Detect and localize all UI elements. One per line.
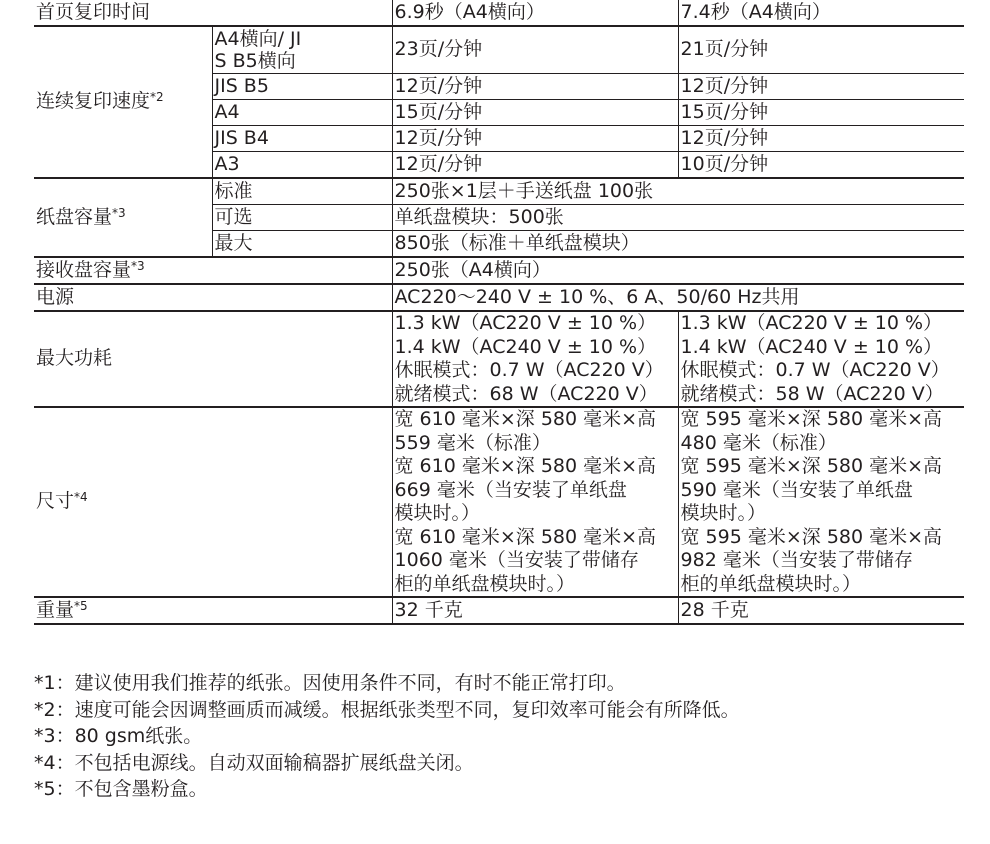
speed-model-b: 15页/分钟: [678, 100, 964, 126]
max-power-model-b: 1.3 kW（AC220 V ± 10 %） 1.4 kW（AC240 V ± 10 %） 休眠模式：0.7 W（AC220 V） 就绪模式：58 W（AC220 V）: [678, 311, 964, 407]
footnote: *2：速度可能会因调整画质而减缓。根据纸张类型不同，复印效率可能会有所降低。: [34, 698, 740, 721]
spec-table: [34, 0, 964, 625]
dimensions-model-b: 宽 595 毫米×深 580 毫米×高 480 毫米（标准） 宽 595 毫米×深 580 毫米×高 590 毫米（当安装了单纸盘 模块时。） 宽 595 毫米×深 580 毫米×高 982 毫米（当安装了带储存 柜的单纸盘模块时。）: [678, 407, 964, 597]
label-first-copy-time: 首页复印时间: [34, 0, 392, 26]
speed-model-a: 12页/分钟: [392, 126, 678, 152]
speed-model-b: 10页/分钟: [678, 152, 964, 179]
speed-model-a: 12页/分钟: [392, 74, 678, 100]
speed-model-b: 12页/分钟: [678, 74, 964, 100]
tray-value: 250张×1层＋手送纸盘 100张: [392, 178, 964, 205]
speed-size: JIS B5: [212, 74, 392, 100]
first-copy-time-model-a: 6.9秒（A4横向）: [392, 0, 678, 26]
footnote: *3：80 gsm纸张。: [34, 725, 203, 747]
row-dimensions: [34, 407, 964, 597]
row-weight: [34, 597, 964, 624]
tray-value: 单纸盘模块：500张: [392, 205, 964, 231]
label-tray-capacity: 纸盘容量$^{*3}$: [34, 178, 212, 257]
row-output-capacity: [34, 257, 964, 284]
footnote: *4：不包括电源线。自动双面输稿器扩展纸盘关闭。: [34, 751, 474, 774]
speed-model-a: 15页/分钟: [392, 100, 678, 126]
weight-model-b: 28 千克: [678, 597, 964, 624]
tray-type: 标准: [212, 178, 392, 205]
row-max-power: [34, 311, 964, 407]
tray-type: 可选: [212, 205, 392, 231]
note-mark: *3: [112, 205, 126, 220]
label-dimensions: 尺寸$^{*4}$: [34, 407, 392, 597]
tray-value: 850张（标准＋单纸盘模块）: [392, 231, 964, 258]
label-weight: 重量$^{*5}$: [34, 597, 392, 624]
row-first-copy-time: [34, 0, 964, 26]
speed-size: JIS B4: [212, 126, 392, 152]
row-speed: [34, 26, 964, 74]
speed-size: A4横向/ JIS B5横向: [212, 26, 392, 74]
tray-type: 最大: [212, 231, 392, 258]
note-mark: *5: [74, 598, 88, 613]
note-mark: *2: [150, 90, 164, 105]
speed-model-b: 21页/分钟: [678, 26, 964, 74]
dimensions-model-a: 宽 610 毫米×深 580 毫米×高 559 毫米（标准） 宽 610 毫米×深 580 毫米×高 669 毫米（当安装了单纸盘 模块时。） 宽 610 毫米×深 580 毫米×高 1060 毫米（当安装了带储存 柜的单纸盘模块时。）: [392, 407, 678, 597]
first-copy-time-model-b: 7.4秒（A4横向）: [678, 0, 964, 26]
row-tray: [34, 178, 964, 205]
row-power: [34, 284, 964, 311]
note-mark: *3: [131, 258, 145, 273]
label-power: 电源: [34, 284, 392, 311]
note-mark: *4: [74, 490, 88, 505]
max-power-model-a: 1.3 kW（AC220 V ± 10 %） 1.4 kW（AC240 V ± 10 %） 休眠模式：0.7 W（AC220 V） 就绪模式：68 W（AC220 V）: [392, 311, 678, 407]
label-continuous-speed: 连续复印速度$^{*2}$: [34, 26, 212, 178]
label-max-power: 最大功耗: [34, 311, 392, 407]
footnote: *1：建议使用我们推荐的纸张。因使用条件不同，有时不能正常打印。: [34, 672, 626, 694]
power-value: AC220～240 V ± 10 %、6 A、50/60 Hz共用: [392, 284, 964, 311]
speed-model-a: 12页/分钟: [392, 152, 678, 179]
speed-size: A4: [212, 100, 392, 126]
label-output-capacity: 接收盘容量$^{*3}$: [34, 257, 392, 284]
weight-model-a: 32 千克: [392, 597, 678, 624]
output-capacity-value: 250张（A4横向）: [392, 257, 964, 284]
footnote: *5：不包含墨粉盒。: [34, 778, 208, 800]
speed-size: A3: [212, 152, 392, 179]
speed-model-b: 12页/分钟: [678, 126, 964, 152]
footnotes: [34, 670, 740, 803]
speed-model-a: 23页/分钟: [392, 26, 678, 74]
